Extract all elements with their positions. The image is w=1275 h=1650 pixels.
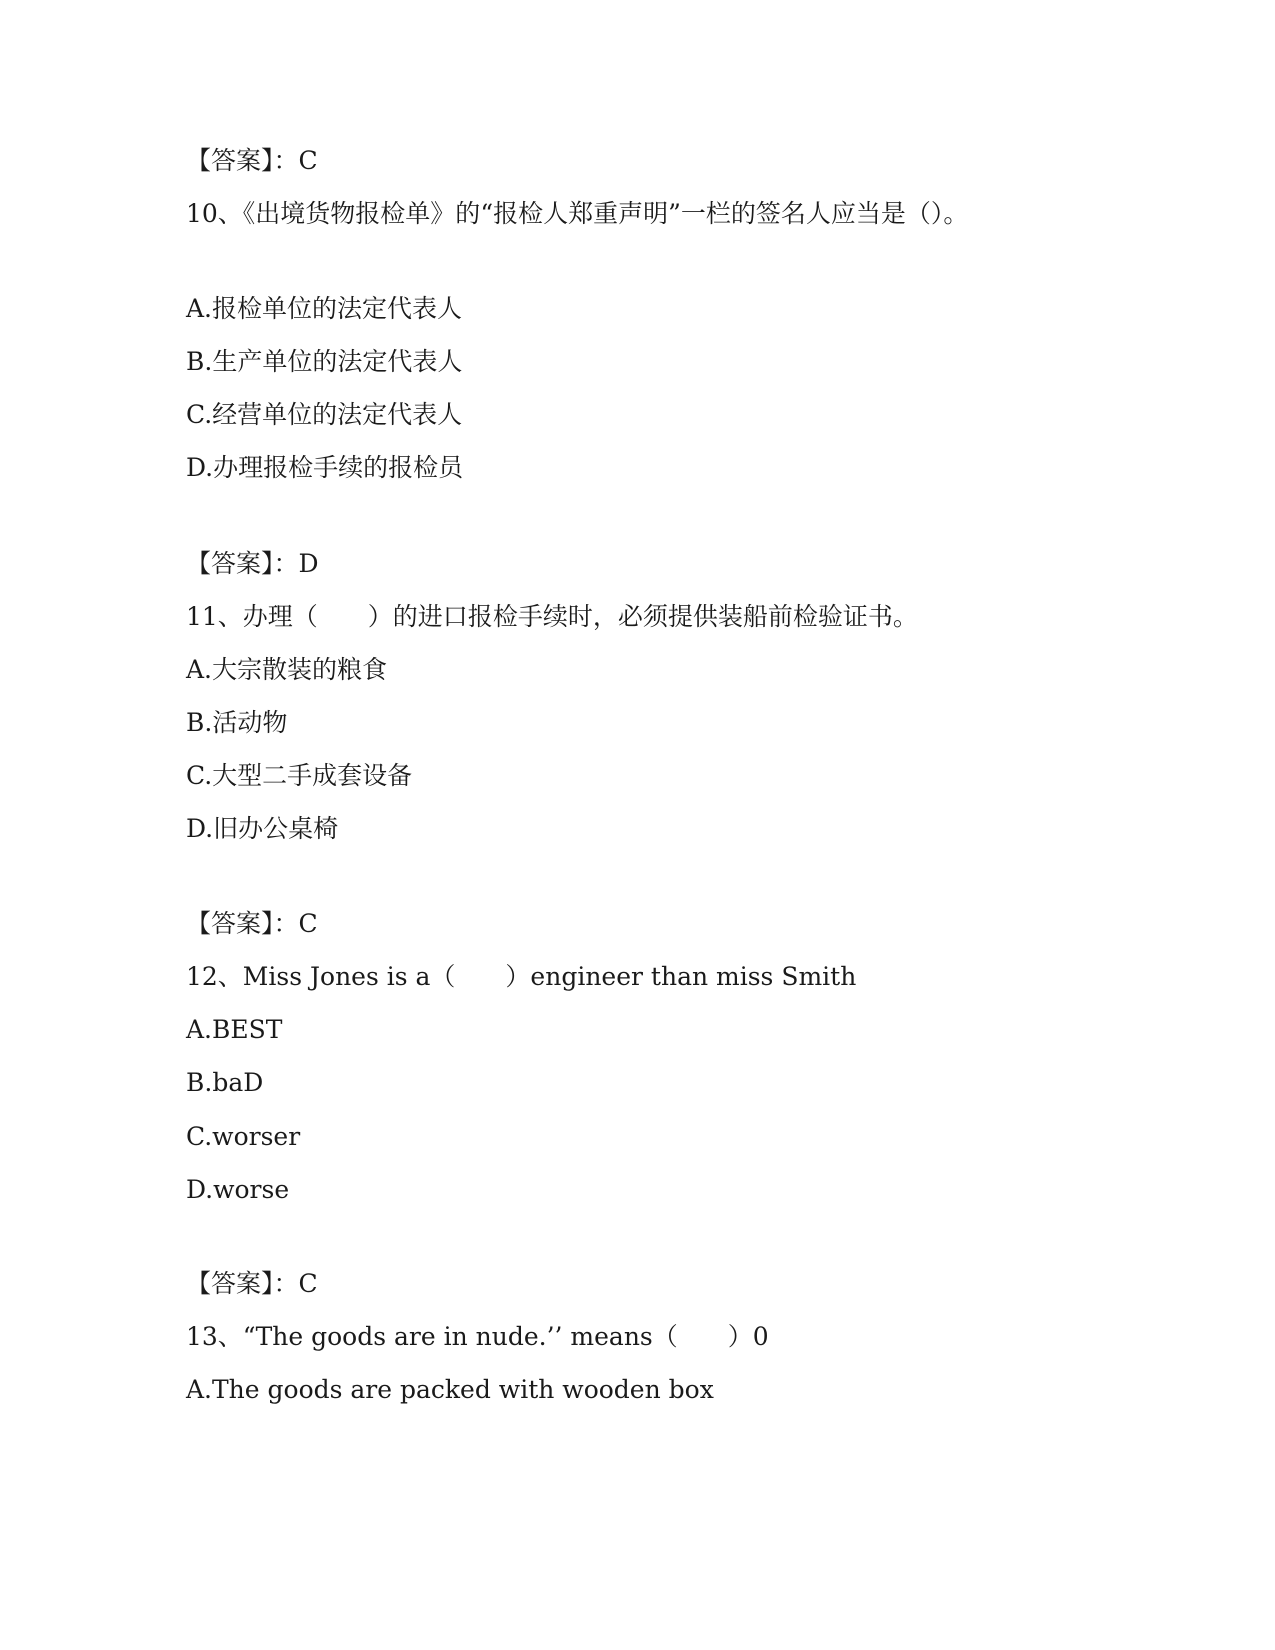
question-13: 13、“The goods are in nude.’’ means（ ）0 bbox=[186, 1322, 769, 1351]
option-a: A.BEST bbox=[186, 1015, 283, 1044]
option-b: B.baD bbox=[186, 1068, 264, 1097]
question-12: 12、Miss Jones is a（ ）engineer than miss Smith bbox=[186, 962, 857, 991]
answer-label: 【答案】：C bbox=[186, 909, 318, 938]
option-a: A.报检单位的法定代表人 bbox=[186, 294, 463, 323]
option-d: D.旧办公桌椅 bbox=[186, 814, 339, 843]
option-b: B.生产单位的法定代表人 bbox=[186, 347, 463, 376]
option-a: A.The goods are packed with wooden box bbox=[186, 1375, 714, 1404]
option-c: C.worser bbox=[186, 1122, 301, 1151]
option-c: C.经营单位的法定代表人 bbox=[186, 400, 463, 429]
option-b: B.活动物 bbox=[186, 708, 288, 737]
answer-label: 【答案】：D bbox=[186, 549, 319, 578]
option-c: C.大型二手成套设备 bbox=[186, 761, 413, 790]
answer-label: 【答案】：C bbox=[186, 1269, 318, 1298]
option-a: A.大宗散装的粮食 bbox=[186, 655, 388, 684]
option-d: D.worse bbox=[186, 1175, 290, 1204]
question-11: 11、办理（ ）的进口报检手续时，必须提供装船前检验证书。 bbox=[186, 602, 918, 631]
answer-label: 【答案】：C bbox=[186, 146, 318, 175]
option-d: D.办理报检手续的报检员 bbox=[186, 453, 464, 482]
question-10: 10、《出境货物报检单》的“报检人郑重声明”一栏的签名人应当是（）。 bbox=[186, 199, 969, 228]
